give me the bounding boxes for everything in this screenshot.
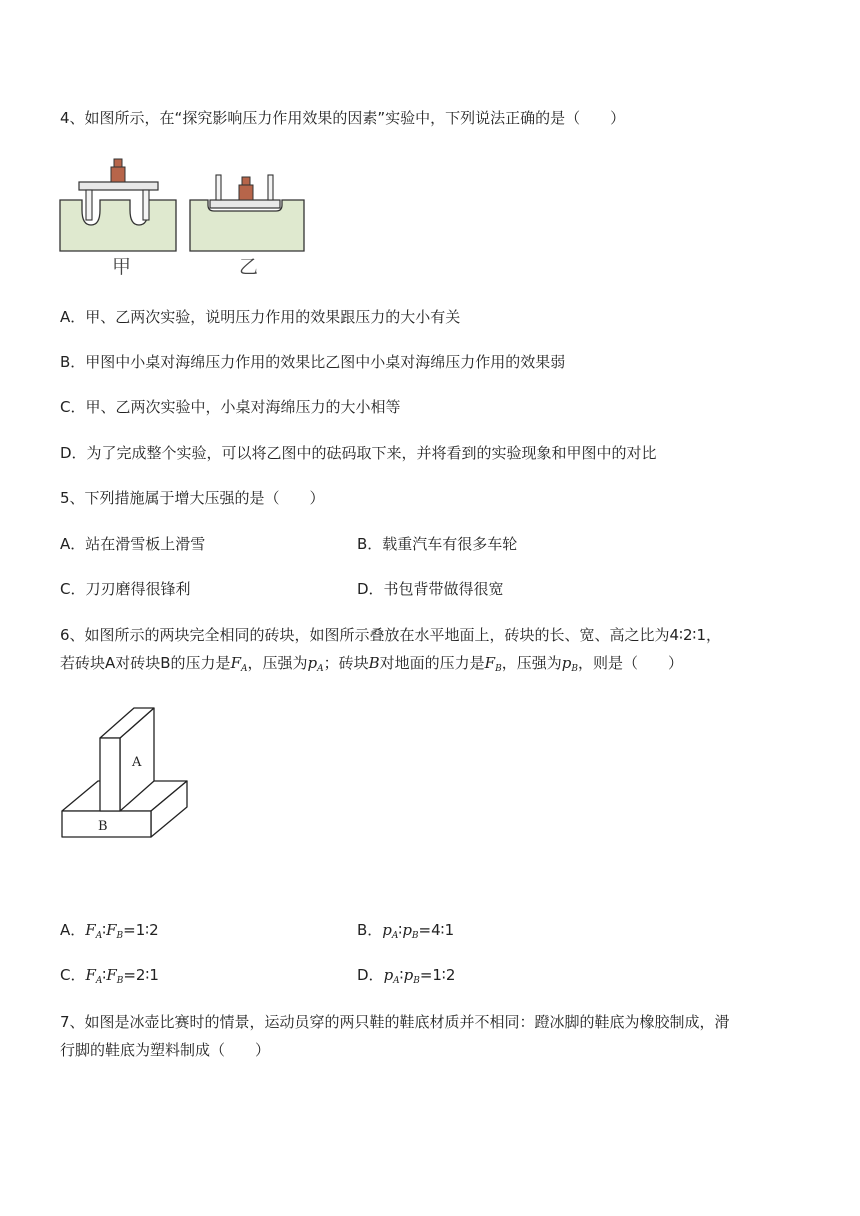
q4-option-b: B．甲图中小桌对海绵压力作用的效果比乙图中小桌对海绵压力作用的效果弱 [60, 353, 566, 371]
q5-option-c: C．刀刃磨得很锋利 [60, 580, 191, 598]
q5-stem: 5、下列措施属于增大压强的是（ ） [60, 489, 325, 507]
q5-option-b: B．载重汽车有很多车轮 [357, 535, 518, 553]
q5-option-a: A．站在滑雪板上滑雪 [60, 535, 206, 553]
q4-option-a: A．甲、乙两次实验，说明压力作用的效果跟压力的大小有关 [60, 308, 461, 326]
q4-figure [58, 155, 308, 280]
q6-stem-line1: 6、如图所示的两块完全相同的砖块，如图所示叠放在水平地面上，砖块的长、宽、高之比为4∶2∶1， [60, 626, 721, 644]
fig-label-b: B [98, 819, 108, 834]
q4-option-d: D．为了完成整个实验，可以将乙图中的砝码取下来，并将看到的实验现象和甲图中的对比 [60, 444, 657, 462]
q4-stem: 4、如图所示，在“探究影响压力作用效果的因素”实验中，下列说法正确的是（ ） [60, 109, 626, 127]
q6-option-b: B．$p_A∶p_B=4∶1$ [357, 921, 455, 941]
q5-option-d: D．书包背带做得很宽 [357, 580, 504, 598]
fig-label-jia: 甲 [112, 256, 132, 278]
fig-label-yi: 乙 [239, 256, 259, 278]
q7-stem-line1: 7、如图是冰壶比赛时的情景，运动员穿的两只鞋的鞋底材质并不相同：蹬冰脚的鞋底为橡胶制成，滑 [60, 1013, 730, 1031]
q6-stem-line2: 若砖块A对砖块B的压力是$F_A$，压强为$p_A$；砖块B对地面的压力是$F_B$，压强为$p_B$，则是（ ） [60, 654, 683, 674]
q6-brick-figure [58, 700, 193, 845]
fig-label-a: A [132, 755, 142, 770]
q6-option-a: A．$F_A∶F_B=1∶2$ [60, 921, 159, 941]
q6-option-d: D．$p_A∶p_B=1∶2$ [357, 966, 456, 986]
q7-stem-line2: 行脚的鞋底为塑料制成（ ） [60, 1041, 271, 1059]
q6-option-c: C．$F_A∶F_B=2∶1$ [60, 966, 159, 986]
q4-option-c: C．甲、乙两次实验中，小桌对海绵压力的大小相等 [60, 398, 401, 416]
